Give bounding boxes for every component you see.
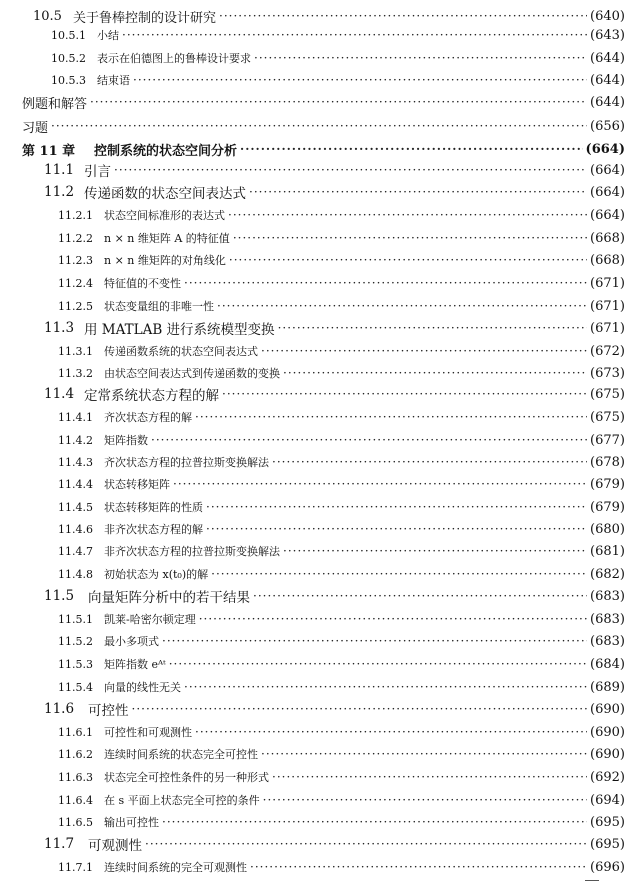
toc-entry-11-6-5 — [58, 812, 625, 832]
toc-entry-examples — [22, 92, 625, 112]
dot-leader — [195, 722, 587, 742]
section-title: 定常系统状态方程的解 — [84, 388, 219, 404]
dot-leader — [272, 452, 587, 472]
section-number: 11.4 — [44, 386, 75, 402]
page-number: (690) — [590, 701, 625, 717]
section-number: 11.6.2 — [58, 747, 93, 761]
page-number: (678) — [590, 454, 625, 470]
section-number: 11.2.3 — [58, 253, 93, 267]
page-number: (695) — [590, 836, 625, 852]
section-number: 11.4.2 — [58, 433, 93, 447]
section-number: 11.7 — [44, 836, 75, 852]
dot-leader — [184, 677, 587, 697]
section-number: 11.3 — [44, 320, 75, 336]
section-number: 11.1 — [44, 162, 75, 178]
dot-leader — [261, 744, 587, 764]
toc-entry-11-7-1 — [58, 857, 625, 877]
section-title: 矩阵指数 — [104, 434, 148, 447]
page-number: (673) — [590, 365, 625, 381]
page-number: (644) — [590, 72, 625, 88]
toc-entry-11-5-3 — [58, 654, 625, 674]
toc-entry-11-4-8 — [58, 564, 625, 584]
section-number: 11.3.2 — [58, 366, 93, 380]
section-title: 向量矩阵分析中的若干结果 — [88, 590, 250, 606]
toc-entry-11-3-1 — [58, 341, 625, 361]
page-number: (696) — [590, 859, 625, 875]
section-title: 特征值的不变性 — [104, 277, 181, 290]
page-number: (671) — [590, 320, 625, 336]
dot-leader — [211, 564, 587, 584]
section-title: 习题 — [22, 120, 49, 136]
section-number: 11.2.1 — [58, 208, 93, 222]
toc-entry-11-6-2 — [58, 744, 625, 764]
section-number: 11.5.3 — [58, 657, 93, 671]
page-number: (677) — [590, 432, 625, 448]
section-number: 11.5 — [44, 588, 75, 604]
section-title: 状态转移矩阵的性质 — [104, 501, 203, 514]
section-number: 10.5.3 — [51, 73, 86, 87]
section-number: 11.6.4 — [58, 793, 93, 807]
page-number: (681) — [590, 543, 625, 559]
section-number: 11.5.2 — [58, 634, 93, 648]
page-number: (664) — [585, 141, 625, 157]
dot-leader — [114, 160, 587, 180]
section-number: 11.2.2 — [58, 231, 93, 245]
dot-leader — [278, 318, 587, 338]
toc-entry-11-2-4 — [58, 273, 625, 293]
page-number: (683) — [590, 588, 625, 604]
toc-entry-11-3 — [44, 318, 625, 338]
toc-entry-11-6-4 — [58, 790, 625, 810]
dot-leader — [51, 116, 587, 136]
page-number: (692) — [590, 769, 625, 785]
toc-entry-11-4 — [44, 384, 625, 404]
section-number: 10.5.2 — [51, 51, 86, 65]
dot-leader — [195, 407, 587, 427]
dot-leader — [217, 296, 587, 316]
section-number: 11.7.1 — [58, 860, 93, 874]
dot-leader — [173, 474, 587, 494]
section-number: 11.5.4 — [58, 680, 93, 694]
toc-entry-11-1 — [44, 160, 625, 180]
section-title: 小结 — [97, 29, 119, 42]
page-number: (664) — [590, 184, 625, 200]
section-number: 11.4.4 — [58, 477, 93, 491]
section-title: 例题和解答 — [22, 96, 88, 112]
page-number: (689) — [590, 679, 625, 695]
section-number: 11.4.5 — [58, 500, 93, 514]
dot-leader — [132, 699, 588, 719]
dot-leader — [219, 6, 587, 26]
toc-entry-11-4-3 — [58, 452, 625, 472]
dot-leader — [228, 205, 587, 225]
section-number: 10.5.1 — [51, 28, 86, 42]
dot-leader — [162, 812, 587, 832]
toc-entry-11-6 — [44, 699, 625, 719]
toc-entry-11-6-3 — [58, 767, 625, 787]
section-title: 齐次状态方程的拉普拉斯变换解法 — [104, 456, 269, 469]
section-title: 关于鲁棒控制的设计研究 — [73, 10, 217, 26]
section-number: 11.4.6 — [58, 522, 93, 536]
toc-entry-11-4-5 — [58, 497, 625, 517]
toc-entry-11-2-3 — [58, 250, 625, 270]
section-title: 用 MATLAB 进行系统模型变换 — [84, 322, 275, 338]
section-number: 11.4.8 — [58, 567, 93, 581]
page-number: (679) — [590, 476, 625, 492]
toc-entry-11-5 — [44, 586, 625, 606]
toc-entry-11-4-4 — [58, 474, 625, 494]
toc-entry-10-5 — [33, 6, 625, 26]
section-title: 状态完全可控性条件的另一种形式 — [104, 771, 269, 784]
toc-entry-exercises — [22, 116, 625, 136]
dot-leader — [254, 48, 587, 68]
dot-leader — [250, 857, 587, 877]
dot-leader — [263, 790, 587, 810]
toc-entry-11-4-1 — [58, 407, 625, 427]
toc-entry-10-5-2 — [51, 48, 625, 68]
dot-leader — [229, 250, 587, 270]
toc-entry-11-2-1 — [58, 205, 625, 225]
dot-leader — [261, 341, 587, 361]
section-title: 非齐次状态方程的拉普拉斯变换解法 — [104, 545, 280, 558]
page-number: (656) — [590, 118, 625, 134]
section-number: 11.6.1 — [58, 725, 93, 739]
toc-entry-11-2-5 — [58, 296, 625, 316]
dot-leader — [122, 25, 587, 45]
page-number: (671) — [590, 298, 625, 314]
dot-leader — [151, 430, 587, 450]
dot-leader — [162, 631, 587, 651]
section-title: 在 s 平面上状态完全可控的条件 — [104, 794, 260, 807]
toc-entry-chapter-11 — [22, 139, 625, 159]
dot-leader — [169, 654, 587, 674]
toc-entry-10-5-1 — [51, 25, 625, 45]
toc-entry-11-5-1 — [58, 609, 625, 629]
page-number: (640) — [590, 8, 625, 24]
section-title: 非齐次状态方程的解 — [104, 523, 203, 536]
dot-leader — [90, 92, 587, 112]
section-title: 初始状态为 x(t₀)的解 — [104, 568, 209, 581]
section-number: 11.6 — [44, 701, 75, 717]
dot-leader — [222, 384, 587, 404]
toc-entry-11-4-7 — [58, 541, 625, 561]
page-number: (664) — [590, 162, 625, 178]
page-number: (644) — [590, 50, 625, 66]
page-number: (684) — [590, 656, 625, 672]
dot-leader — [206, 519, 587, 539]
section-number: 11.6.5 — [58, 815, 93, 829]
section-number: 11.4.7 — [58, 544, 93, 558]
section-title: 连续时间系统的状态完全可控性 — [104, 748, 258, 761]
section-title: 表示在伯德图上的鲁棒设计要求 — [97, 52, 251, 65]
section-number: 11.6.3 — [58, 770, 93, 784]
section-title: 输出可控性 — [104, 816, 159, 829]
dot-leader — [283, 541, 587, 561]
section-title: n × n 维矩阵的对角线化 — [104, 254, 226, 267]
page-number: (644) — [590, 94, 625, 110]
section-title: 矩阵指数 eᴬᵗ — [104, 658, 166, 671]
page-number: (690) — [590, 724, 625, 740]
dot-leader — [145, 834, 587, 854]
section-title: 状态空间标准形的表达式 — [104, 209, 225, 222]
section-title: 向量的线性无关 — [104, 681, 181, 694]
section-title: 可控性 — [88, 703, 129, 719]
toc-entry-11-2-2 — [58, 228, 625, 248]
toc-entry-11-2 — [44, 182, 625, 202]
section-number: 11.2 — [44, 184, 75, 200]
section-number: 11.5.1 — [58, 612, 93, 626]
dot-leader — [233, 228, 587, 248]
section-title: 状态变量组的非唯一性 — [104, 300, 214, 313]
toc-entry-11-7 — [44, 834, 625, 854]
section-title: n × n 维矩阵 A 的特征值 — [104, 232, 230, 245]
section-title: 凯莱-哈密尔顿定理 — [104, 613, 196, 626]
page-number: (683) — [590, 633, 625, 649]
page-number: (683) — [590, 611, 625, 627]
section-number: 10.5 — [33, 8, 62, 24]
dot-leader — [249, 182, 587, 202]
dot-leader — [199, 609, 587, 629]
toc-entry-11-4-6 — [58, 519, 625, 539]
dot-leader — [240, 139, 583, 159]
section-number: 11.4.1 — [58, 410, 93, 424]
toc-entry-11-4-2 — [58, 430, 625, 450]
page-number: (668) — [590, 252, 625, 268]
section-number: 11.2.5 — [58, 299, 93, 313]
page-number: (695) — [590, 814, 625, 830]
page-number: (694) — [590, 792, 625, 808]
page-number: (675) — [590, 409, 625, 425]
page-number: (671) — [590, 275, 625, 291]
dot-leader — [272, 767, 587, 787]
section-title: 传递函数的状态空间表达式 — [84, 186, 246, 202]
page-number: (675) — [590, 386, 625, 402]
section-title: 状态转移矩阵 — [104, 478, 170, 491]
section-number: 11.4.3 — [58, 455, 93, 469]
toc-entry-11-6-1 — [58, 722, 625, 742]
section-title: 齐次状态方程的解 — [104, 411, 192, 424]
dot-leader — [133, 70, 587, 90]
toc-entry-11-5-2 — [58, 631, 625, 651]
toc-entry-11-3-2 — [58, 363, 625, 383]
section-number: 11.2.4 — [58, 276, 93, 290]
page-number: (680) — [590, 521, 625, 537]
page-edge-mark — [585, 880, 599, 881]
page-number: (664) — [590, 207, 625, 223]
section-title: 可控性和可观测性 — [104, 726, 192, 739]
page-number: (682) — [590, 566, 625, 582]
section-title: 可观测性 — [88, 838, 142, 854]
section-title: 连续时间系统的完全可观测性 — [104, 861, 247, 874]
dot-leader — [206, 497, 587, 517]
page-number: (672) — [590, 343, 625, 359]
chapter-title: 控制系统的状态空间分析 — [94, 143, 238, 159]
page-number: (679) — [590, 499, 625, 515]
dot-leader — [253, 586, 587, 606]
dot-leader — [184, 273, 587, 293]
page-number: (643) — [590, 27, 625, 43]
section-title: 结束语 — [97, 74, 130, 87]
section-title: 引言 — [84, 164, 111, 180]
page-number: (668) — [590, 230, 625, 246]
section-title: 由状态空间表达式到传递函数的变换 — [104, 367, 280, 380]
section-title: 最小多项式 — [104, 635, 159, 648]
page-number: (690) — [590, 746, 625, 762]
section-title: 传递函数系统的状态空间表达式 — [104, 345, 258, 358]
chapter-number: 第 11 章 — [22, 143, 76, 159]
toc-entry-10-5-3 — [51, 70, 625, 90]
dot-leader — [283, 363, 587, 383]
section-number: 11.3.1 — [58, 344, 93, 358]
toc-entry-11-5-4 — [58, 677, 625, 697]
